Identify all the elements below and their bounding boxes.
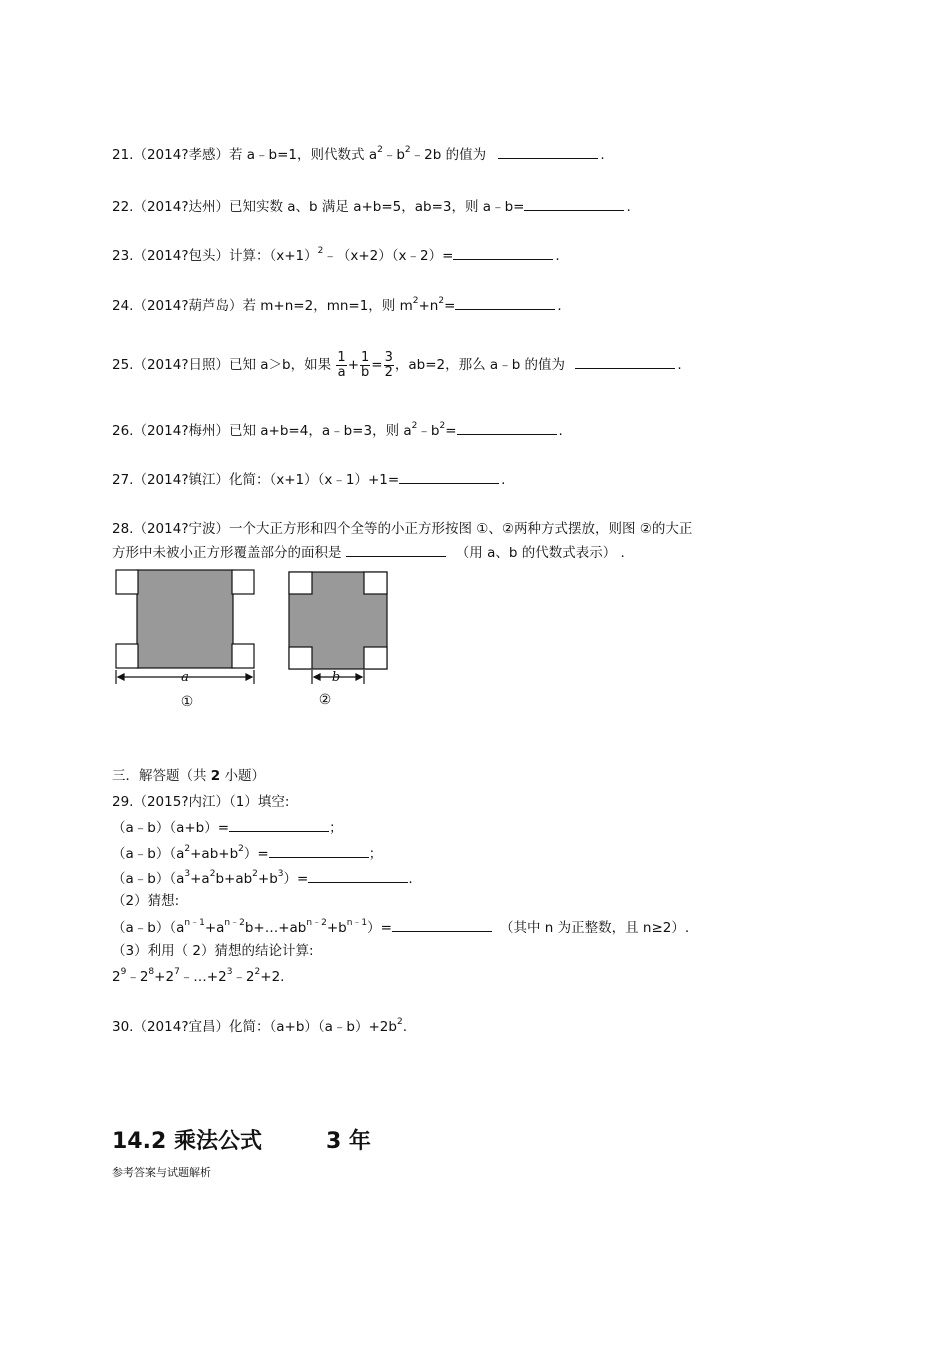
question-23: 23.（2014?包头）计算：$(x+1)^2﹣(x+2)(x﹣2)=$ . (112, 246, 560, 264)
question-29-line-2: $(a﹣b)(a^2+ab+b^2)=$ ； (112, 844, 383, 862)
question-29-line-4: $(a﹣b)(a^{n﹣1}+a^{n﹣2}b+\dots+ab^{n﹣2}+b^{n﹣1})=$ （其中 n 为正整数，且 n≥2）. (112, 918, 690, 936)
subheading: 参考答案与试题解析 (112, 1166, 211, 1179)
answer-blank[interactable] (399, 469, 499, 484)
question-29-title: 29.（2015?内江）（1）填空: (112, 794, 290, 810)
small-square (116, 570, 138, 594)
question-28-line-1: 28.（2014?宁波）一个大正方形和四个全等的小正方形按图 ①、②两种方式摆放，则图 ②的大正 (112, 521, 693, 537)
answer-blank[interactable] (269, 843, 369, 858)
question-29-use: （3）利用（ 2）猜想的结论计算: (112, 943, 314, 959)
question-26: 26.（2014?梅州）已知 a+b=4，a﹣b=3，则 $a^2﹣b^2=$ . (112, 421, 563, 439)
answer-blank[interactable] (457, 420, 557, 435)
question-27: 27.（2014?镇江）化简：（x+1）（x﹣1）+1= . (112, 469, 505, 489)
answer-blank[interactable] (455, 295, 555, 310)
small-square (364, 572, 387, 594)
figure-2 (289, 572, 387, 684)
answer-blank[interactable] (453, 245, 553, 260)
squares-figure (112, 566, 412, 716)
answer-blank[interactable] (308, 868, 408, 883)
section-heading: 14.2 乘法公式 3 年 (112, 1129, 371, 1154)
question-24: 24.（2014?葫芦岛）若 m+n=2，mn=1，则 $m^2+n^2=$ . (112, 296, 562, 314)
small-square (289, 647, 312, 669)
answer-blank[interactable] (498, 144, 598, 159)
question-29-line-5: $2^9﹣2^8+2^7﹣\dots+2^3﹣2^2+2$. (112, 967, 285, 985)
question-29-line-1: （a﹣b）（a+b）= ； (112, 817, 343, 837)
small-square (232, 570, 254, 594)
question-28-line-2: 方形中未被小正方形覆盖部分的面积是 （用 a、b 的代数式表示） . (112, 542, 625, 562)
small-square (232, 644, 254, 668)
small-square (289, 572, 312, 594)
small-square (116, 644, 138, 668)
fraction-1-over-a: $\frac{1}{a}$ (337, 349, 346, 380)
question-30: 30.（2014?宜昌）化简：$(a+b)(a﹣b)+2b^2$. (112, 1017, 407, 1035)
large-square-1 (137, 570, 233, 668)
answer-blank[interactable] (392, 917, 492, 932)
question-29-guess: （2）猜想: (112, 893, 180, 909)
figure-1 (116, 570, 254, 684)
question-22: 22.（2014?达州）已知实数 a、b 满足 a+b=5，ab=3，则 a﹣b= . (112, 196, 631, 216)
answer-blank[interactable] (346, 542, 446, 557)
fraction-1-over-b: $\frac{1}{b}$ (361, 349, 370, 380)
caption-figure-1: ① (180, 694, 194, 710)
small-square (364, 647, 387, 669)
answer-blank[interactable] (575, 354, 675, 369)
label-b: b (331, 670, 341, 685)
question-25: 25.（2014?日照）已知 a＞b，如果 $\frac{1}{a}$ + $\frac{1}{b}$ = $\frac{3}{2}$ ，ab=2，那么 a﹣b 的值为 . (112, 349, 682, 380)
section-3-title: 三．解答题（共 2 小题） (112, 768, 265, 784)
fraction-3-over-2: $\frac{3}{2}$ (384, 349, 393, 380)
answer-blank[interactable] (229, 817, 329, 832)
question-21: 21.（2014?孝感）若 a﹣b=1，则代数式 $a^2﹣b^2﹣2b$ 的值为 . (112, 145, 605, 163)
label-a: a (181, 670, 189, 685)
answer-blank[interactable] (524, 196, 624, 211)
question-29-line-3: $(a﹣b)(a^3+a^2b+ab^2+b^3)=$ . (112, 869, 413, 887)
caption-figure-2: ② (318, 692, 332, 708)
